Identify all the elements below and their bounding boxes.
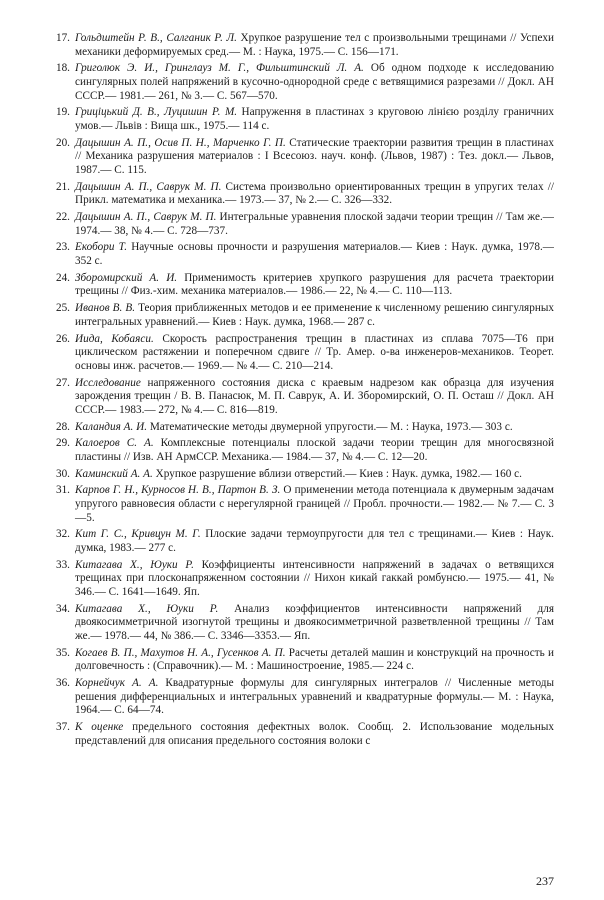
- reference-authors: Исследование: [75, 376, 141, 389]
- reference-number: 21.: [55, 180, 70, 193]
- reference-item: [54, 302, 554, 329]
- reference-authors: Екобори Т.: [75, 241, 128, 254]
- reference-text: Теория приближенных методов и ее применение к численному решению сингулярных интегральных уравнений.— Киев : Наук. думка, 1968.— 287 с.: [75, 302, 554, 328]
- reference-authors: Корнейчук А. А.: [75, 677, 159, 690]
- reference-item: [54, 272, 554, 299]
- reference-number: 20.: [55, 136, 70, 149]
- reference-text: Интегральные уравнения плоской задачи теории трещин // Там же.— 1974.— 38, № 4.— С. 728—737.: [75, 211, 554, 237]
- reference-item: [54, 211, 554, 238]
- reference-number: 24.: [55, 271, 70, 284]
- reference-authors: Иида, Кобаяси.: [75, 332, 154, 345]
- reference-item: [54, 721, 554, 748]
- reference-text: Применимость критериев хрупкого разрушения для расчета траектории трещины // Физ.-хим. механика материалов.— 1986.— 22, № 4.— С. 110—113.: [75, 271, 554, 298]
- reference-number: 34.: [55, 602, 70, 615]
- reference-text: Напруження в пластинах з круговою лінією розділу граничних умов.— Львів : Вища шк., 1975.— 114 с.: [75, 106, 554, 132]
- reference-item: [54, 241, 554, 268]
- reference-authors: Иванов В. В.: [75, 302, 136, 315]
- reference-authors: Китагава Х., Юуки Р.: [75, 602, 219, 615]
- reference-item: [54, 468, 554, 482]
- reference-item: [54, 484, 554, 525]
- reference-number: 27.: [55, 376, 70, 389]
- reference-text: Коэффициенты интенсивности напряжений в задачах о ветвящихся трещинах при плосконапряженном состоянии // Нихон кикай гаккай ромбунсю.— 1975.— 41, № 346.— С. 1641—1649. Яп.: [75, 558, 554, 598]
- reference-text: Система произвольно ориентированных трещин в упругих телах // Прикл. математика и механика.— 1973.— 37, № 2.— С. 326—332.: [75, 180, 554, 207]
- reference-authors: Китагава Х., Юуки Р.: [75, 558, 194, 571]
- reference-item: [54, 528, 554, 555]
- reference-authors: Гриціцький Д. В., Луцишин Р. М.: [75, 106, 238, 119]
- bibliography-page: [54, 32, 554, 852]
- reference-item: [54, 32, 554, 59]
- reference-number: 28.: [55, 420, 70, 433]
- reference-authors: Каминский А. А.: [75, 467, 153, 480]
- reference-number: 17.: [55, 32, 70, 44]
- reference-item: [54, 603, 554, 644]
- reference-text: Научные основы прочности и разрушения материалов.— Киев : Наук. думка, 1978.— 352 с.: [75, 241, 554, 268]
- reference-number: 33.: [55, 558, 70, 571]
- reference-text: Скорость распространения трещин в пластинах из сплава 7075—Т6 при циклическом растяжении и поперечном сдвиге // Тр. Амер. о-ва инженеров-механиков. Теорет. основы инж. расчетов.— 1969.— № 4.— С. 210—214.: [75, 332, 554, 372]
- reference-authors: Кит Г. С., Кривцун М. Г.: [75, 528, 201, 541]
- reference-number: 19.: [55, 106, 70, 119]
- reference-text: О применении метода потенциала к двумерным задачам упругого равновесия области с нерегулярной границей // Пробл. прочности.— 1982.— № 7.— С. 3—5.: [75, 484, 554, 524]
- reference-text: напряженного состояния диска с краевым надрезом как образца для изучения зарождения трещин / В. В. Панасюк, М. П. Саврук, А. И. Збоpомирский, О. П. Осташ // Докл. АН СССР.— 1983.— 272, № 4.— С. 816—819.: [75, 376, 554, 416]
- reference-item: [54, 377, 554, 418]
- reference-number: 23.: [55, 241, 70, 254]
- reference-number: 31.: [55, 484, 70, 497]
- reference-authors: Калоеров С. А.: [75, 437, 154, 450]
- reference-text: предельного состояния дефектных волок. Сообщ. 2. Использование модельных представлений для описания предельного состояния волоки с: [75, 721, 554, 747]
- reference-text: Плоские задачи термоупругости для тел с трещинами.— Киев : Наук. думка, 1983.— 277 с.: [75, 528, 554, 554]
- reference-authors: Дацышин А. П., Саврук М. П.: [75, 180, 222, 193]
- reference-authors: Карпов Г. Н., Курносов Н. В., Партон В. З.: [75, 484, 281, 497]
- reference-text: Хрупкое разрушение тел с произвольными трещинами // Успехи механики деформируемых сред.— М. : Наука, 1975.— С. 156—171.: [75, 32, 554, 58]
- reference-number: 36.: [55, 677, 70, 690]
- reference-item: [54, 437, 554, 464]
- reference-authors: Гольдштейн Р. В., Салганик Р. Л.: [75, 32, 237, 44]
- reference-text: Комплексные потенциалы плоской задачи теории трещин для многосвязной пластины // Изв. АН АрмССР. Механика.— 1984.— 37, № 4.— С. 12—20.: [75, 437, 554, 463]
- reference-authors: К оценке: [75, 721, 124, 734]
- reference-number: 35.: [55, 646, 70, 659]
- reference-authors: Когаев В. П., Махутов Н. А., Гусенков А. П.: [75, 646, 286, 659]
- reference-item: [54, 62, 554, 103]
- page-number: 237: [536, 874, 554, 888]
- reference-number: 18.: [55, 62, 70, 75]
- reference-text: Хрупкое разрушение вблизи отверстий.— Киев : Наук. думка, 1982.— 160 с.: [152, 467, 522, 480]
- reference-item: [54, 181, 554, 208]
- reference-number: 37.: [55, 721, 70, 734]
- reference-number: 30.: [55, 467, 70, 480]
- reference-text: Об одном подходе к исследованию сингулярных полей напряжений в кусочно-однородной среде с ветвящимися разрезами // Докл. АН СССР.— 1981.— 261, № 3.— С. 567—570.: [75, 62, 554, 102]
- reference-number: 32.: [55, 528, 70, 541]
- reference-item: [54, 421, 554, 435]
- reference-list: [54, 32, 554, 748]
- reference-authors: Каландия А. И.: [75, 420, 148, 433]
- reference-number: 26.: [55, 332, 70, 345]
- reference-number: 29.: [55, 437, 70, 450]
- reference-item: [54, 333, 554, 374]
- reference-authors: Дацышин А. П., Саврук М. П.: [75, 211, 217, 224]
- reference-text: Статические траектории развития трещин в пластинах // Механика разрушения материалов : I Всесоюз. науч. конф. (Львов, 1987) : Тез. докл.— Львов, 1987.— С. 115.: [75, 136, 554, 176]
- reference-item: [54, 647, 554, 674]
- reference-authors: Дацышин А. П., Осив П. Н., Марченко Г. П.: [75, 136, 286, 149]
- reference-text: Расчеты деталей машин и конструкций на прочность и долговечность : (Справочник).— М. : Машиностроение, 1985.— 224 с.: [75, 646, 554, 673]
- reference-text: Квадратурные формулы для сингулярных интегралов // Численные методы решения дифференциальных и интегральных уравнений и квадратурные формулы.— М. : Наука, 1964.— С. 64—74.: [75, 677, 554, 717]
- reference-number: 25.: [55, 302, 70, 315]
- reference-item: [54, 137, 554, 178]
- reference-authors: Збоpомирский А. И.: [75, 271, 178, 284]
- reference-authors: Григолюк Э. И., Гринглауз М. Г., Фильштинский Л. А.: [75, 62, 364, 75]
- reference-number: 22.: [55, 211, 70, 224]
- reference-item: [54, 559, 554, 600]
- reference-text: Математические методы двумерной упругости.— М. : Наука, 1973.— 303 с.: [147, 420, 513, 433]
- reference-text: Анализ коэффициентов интенсивности напряжений для двоякосимметричной изогнутой трещины и двоякосимметричной разветвленной трещины // Там же.— 1978.— 44, № 386.— С. 3346—3353.— Яп.: [75, 602, 554, 642]
- reference-item: [54, 106, 554, 133]
- reference-item: [54, 677, 554, 718]
